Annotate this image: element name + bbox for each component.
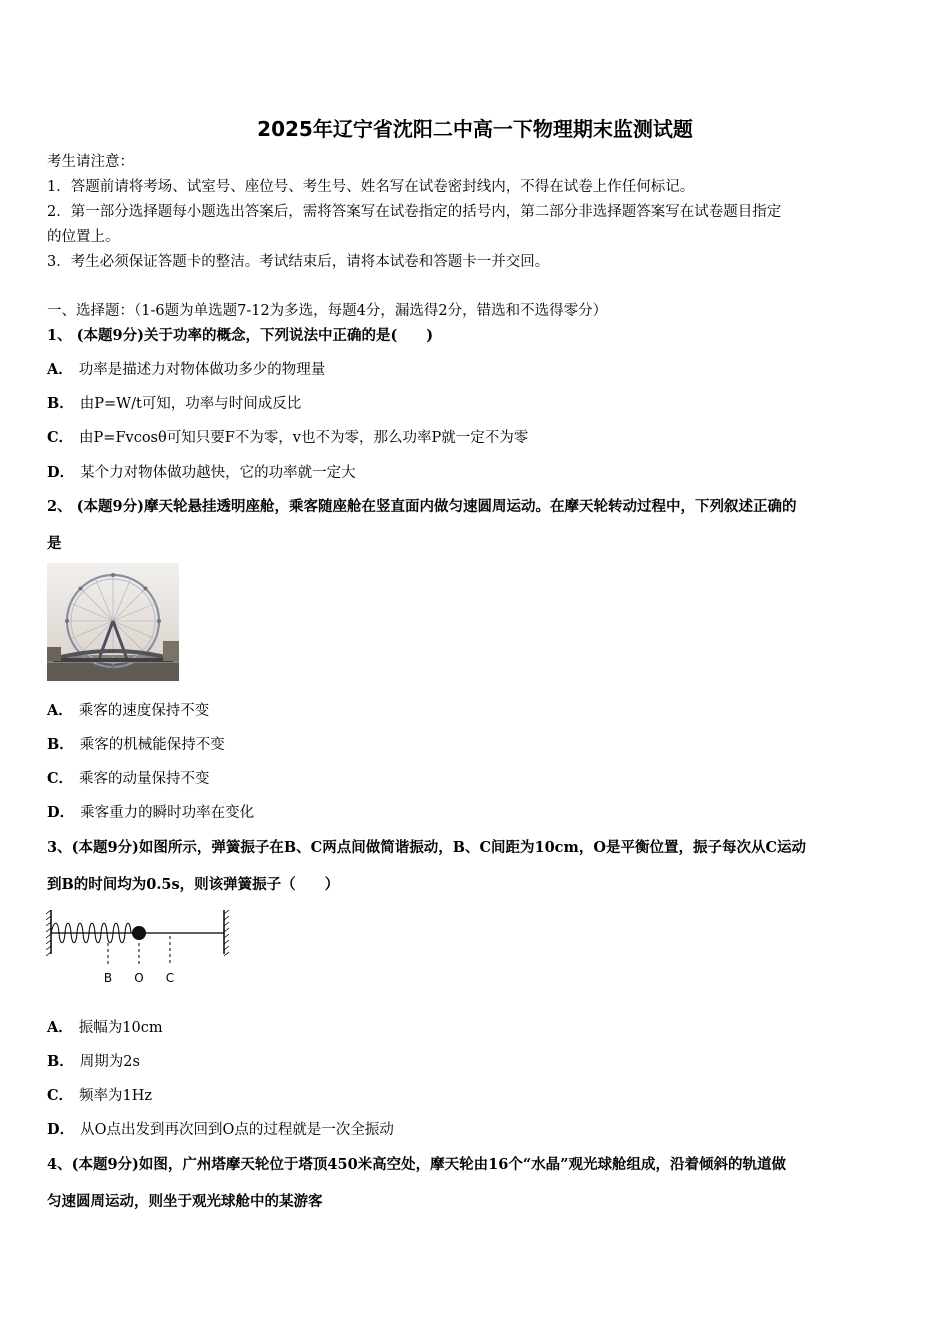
option-text: 振幅为10cm xyxy=(78,1020,163,1036)
q3-option-b xyxy=(47,1052,140,1072)
notice-item-2-cont: 的位置上。 xyxy=(47,229,120,245)
label-o: O xyxy=(134,971,144,985)
q1-option-a xyxy=(47,360,325,380)
label-b: B xyxy=(103,971,113,985)
option-text: 乘客的机械能保持不变 xyxy=(79,737,225,753)
option-key: A． xyxy=(47,1019,73,1036)
option-text: 由P=Fvcosθ可知只要F不为零，v也不为零，那么功率P就一定不为零 xyxy=(79,430,529,446)
option-key: C． xyxy=(47,429,74,446)
page-title: 2025年辽宁省沈阳二中高一下物理期末监测试题 xyxy=(257,117,693,141)
spring-oscillator-diagram xyxy=(46,908,232,990)
question-2-stem: 2、 (本题9分)摩天轮悬挂透明座舱，乘客随座舱在竖直面内做匀速圆周运动。在摩天轮转动过程中，下列叙述正确的 xyxy=(47,498,797,515)
question-2-stem-cont: 是 xyxy=(47,535,62,552)
ferris-wheel-image xyxy=(47,563,179,681)
notice-heading: 考生请注意： xyxy=(47,154,134,170)
question-4-stem: 4、(本题9分)如图，广州塔摩天轮位于塔顶450米高空处，摩天轮由16个“水晶”观光球舱组成，沿着倾斜的轨道做 xyxy=(47,1156,787,1173)
question-3-stem: 3、(本题9分)如图所示，弹簧振子在B、C两点间做简谐振动，B、C间距为10cm，O是平衡位置，振子每次从C运动 xyxy=(47,839,807,856)
option-text: 乘客重力的瞬时功率在变化 xyxy=(80,805,255,821)
option-key: D． xyxy=(47,1121,75,1138)
option-text: 周期为2s xyxy=(79,1054,140,1070)
option-text: 某个力对物体做功越快，它的功率就一定大 xyxy=(80,465,356,481)
q3-option-a xyxy=(47,1018,163,1038)
notice-item-1: 1．答题前请将考场、试室号、座位号、考生号、姓名写在试卷密封线内，不得在试卷上作任何标记。 xyxy=(47,179,695,195)
option-text: 从O点出发到再次回到O点的过程就是一次全振动 xyxy=(80,1122,394,1138)
notice-item-3: 3．考生必须保证答题卡的整洁。考试结束后，请将本试卷和答题卡一并交回。 xyxy=(47,254,550,270)
option-text: 乘客的速度保持不变 xyxy=(78,703,210,719)
option-key: A． xyxy=(47,702,73,719)
label-c: C xyxy=(165,971,175,985)
q2-option-c xyxy=(47,769,210,789)
q1-option-c xyxy=(47,428,528,448)
option-text: 功率是描述力对物体做功多少的物理量 xyxy=(78,362,326,378)
q3-option-d xyxy=(47,1120,394,1140)
q3-option-c xyxy=(47,1086,152,1106)
q2-option-d xyxy=(47,803,254,823)
q1-option-b xyxy=(47,394,301,414)
option-key: B． xyxy=(47,736,74,753)
question-1-stem: 1、 (本题9分)关于功率的概念，下列说法中正确的是( ) xyxy=(47,327,434,344)
option-key: A． xyxy=(47,361,73,378)
question-3-stem-cont: 到B的时间均为0.5s，则该弹簧振子（ ） xyxy=(47,876,340,893)
q2-option-b xyxy=(47,735,225,755)
option-text: 乘客的动量保持不变 xyxy=(79,771,210,787)
option-key: D． xyxy=(47,804,75,821)
q2-option-a xyxy=(47,701,209,721)
option-text: 由P=W/t可知，功率与时间成反比 xyxy=(79,396,302,412)
notice-item-2: 2．第一部分选择题每小题选出答案后，需将答案写在试卷指定的括号内，第二部分非选择题答案写在试卷题目指定 xyxy=(47,204,782,220)
option-key: C． xyxy=(47,770,74,787)
q1-option-d xyxy=(47,463,356,483)
option-key: C． xyxy=(47,1087,74,1104)
section-heading: 一、选择题：（1-6题为单选题7-12为多选，每题4分，漏选得2分，错选和不选得零分） xyxy=(47,303,608,319)
option-key: B． xyxy=(47,1053,74,1070)
option-text: 频率为1Hz xyxy=(79,1088,153,1104)
option-key: B． xyxy=(47,395,74,412)
question-4-stem-cont: 匀速圆周运动，则坐于观光球舱中的某游客 xyxy=(47,1193,323,1210)
option-key: D． xyxy=(47,464,75,481)
